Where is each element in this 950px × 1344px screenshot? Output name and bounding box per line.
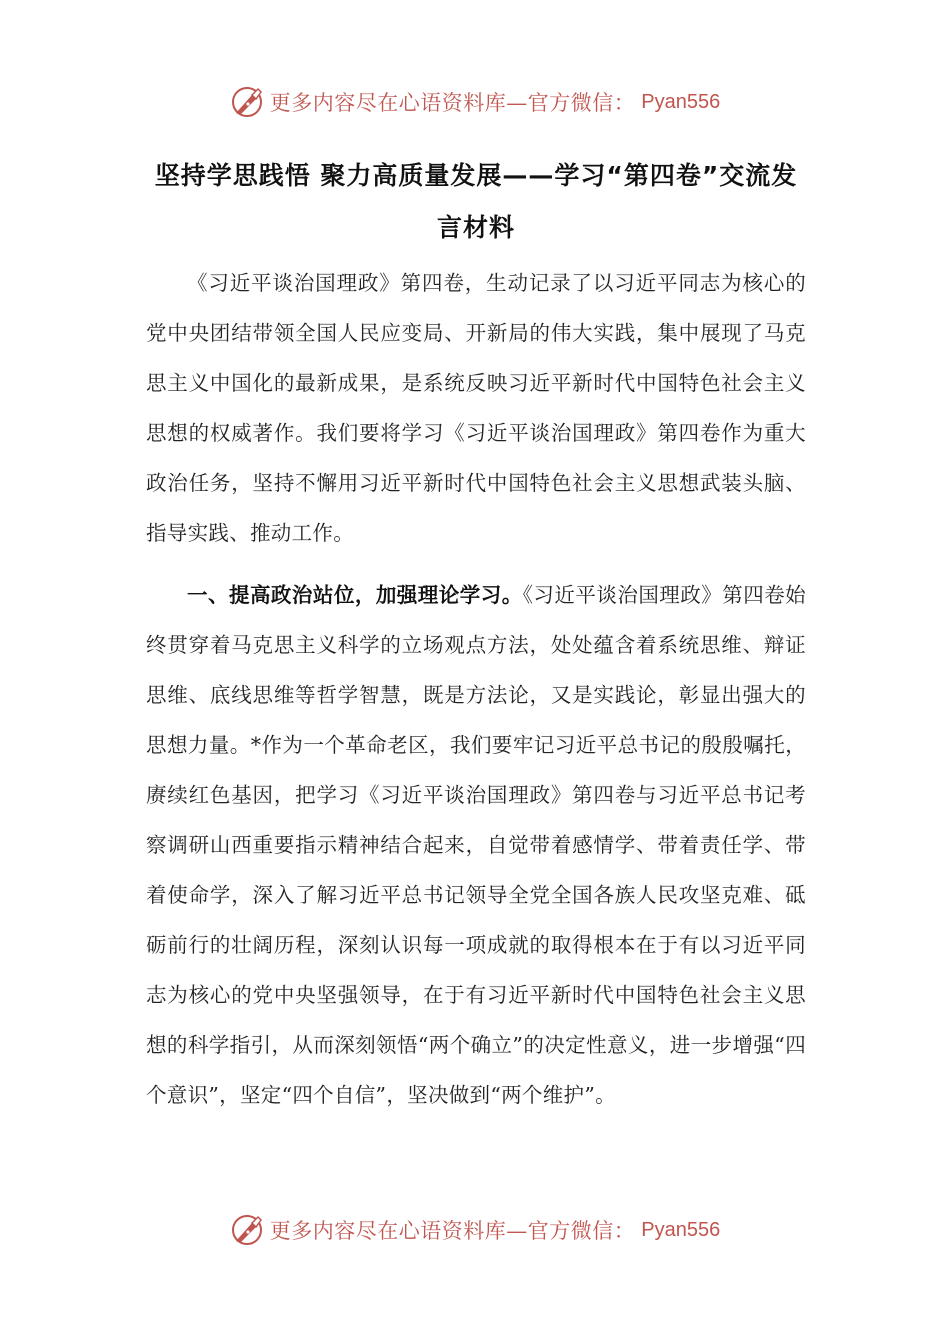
pen-nib-circle-icon	[230, 85, 264, 119]
section-heading: 一、提高政治站位，加强理论学习。	[187, 583, 523, 607]
banner-text: 更多内容尽在心语资料库—官方微信：	[269, 1219, 636, 1243]
document-body	[146, 258, 806, 1120]
paragraph-text: 《习近平谈治国理政》第四卷始终贯穿着马克思主义科学的立场观点方法，处处蕴含着系统思维、辩证思维、底线思维等哲学智慧，既是方法论，又是实践论，彰显出强大的思想力量。*作为一个革命老区，我们要牢记习近平总书记的殷殷嘱托，赓续红色基因，把学习《习近平谈治国理政》第四卷与习近平总书记考察调研山西重要指示精神结合起来，自觉带着感情学、带着责任学、带着使命学，深入了解习近平总书记领导全党全国各族人民攻坚克难、砥砺前行的壮阔历程，深刻认识每一项成就的取得根本在于有以习近平同志为核心的党中央坚强领导，在于有习近平新时代中国特色社会主义思想的科学指引，从而深刻领悟“两个确立”的决定性意义，进一步增强“四个意识”，坚定“四个自信”，坚决做到“两个维护”。	[146, 583, 806, 1107]
pen-nib-circle-icon	[230, 1213, 264, 1247]
document-title: 坚持学思践悟 聚力高质量发展——学习“第四卷”交流发言材料	[154, 161, 798, 242]
banner-text: 更多内容尽在心语资料库—官方微信：	[269, 91, 636, 115]
banner-wechat-id: Pyan556	[641, 90, 721, 113]
banner-wechat-id: Pyan556	[641, 1218, 721, 1241]
header-watermark-banner	[0, 82, 950, 122]
paragraph-section-one	[146, 570, 806, 1120]
paragraph-intro	[146, 258, 806, 558]
paragraph-text: 《习近平谈治国理政》第四卷，生动记录了以习近平同志为核心的党中央团结带领全国人民应变局、开新局的伟大实践，集中展现了马克思主义中国化的最新成果，是系统反映习近平新时代中国特色社会主义思想的权威著作。我们要将学习《习近平谈治国理政》第四卷作为重大政治任务，坚持不懈用习近平新时代中国特色社会主义思想武装头脑、指导实践、推动工作。	[146, 271, 806, 545]
footer-watermark-banner	[0, 1210, 950, 1250]
